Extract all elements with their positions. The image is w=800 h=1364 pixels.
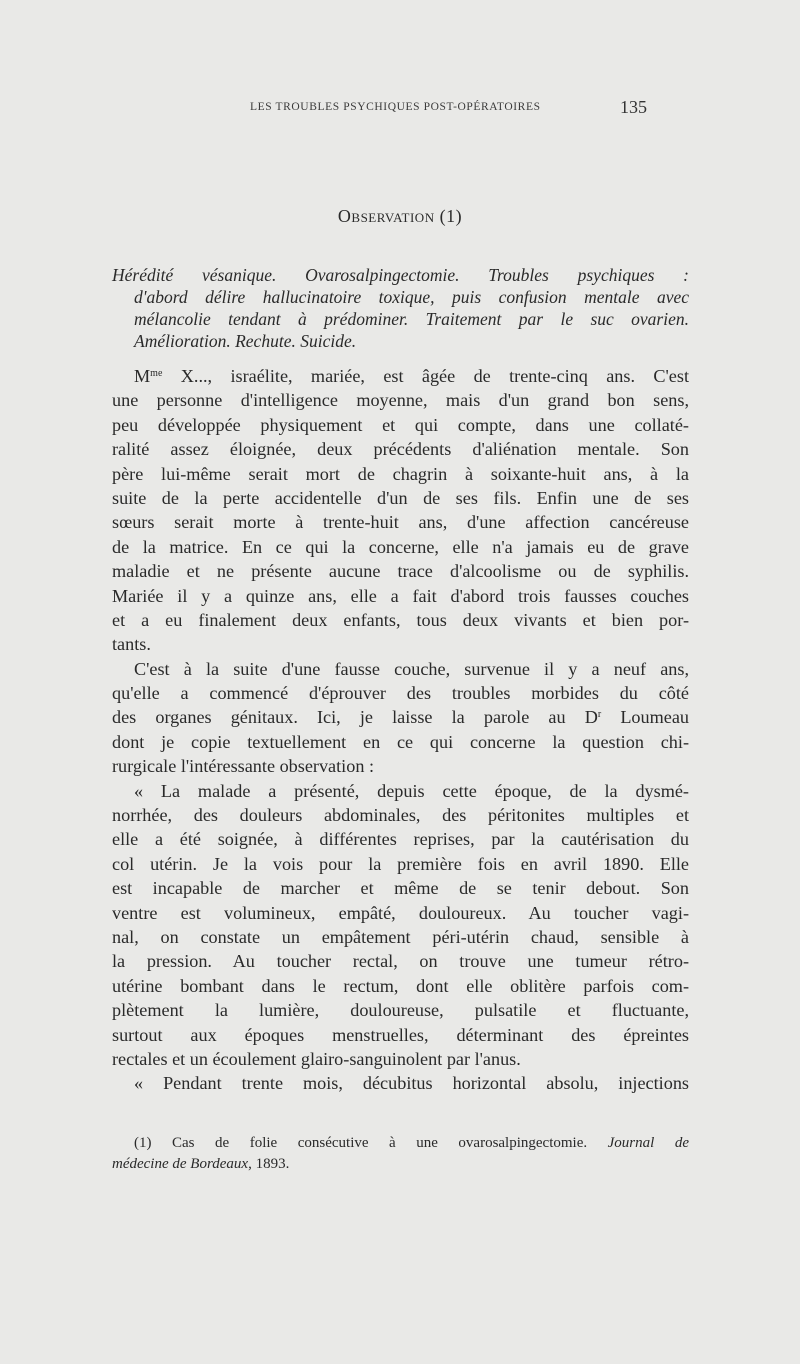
body-line: des organes génitaux. Ici, je laisse la parole au $D^r$ Loumeau [112,707,690,728]
body-line: père lui-même serait mort de chagrin à soixante-huit ans, à la [112,463,689,484]
page-number: 135 [620,97,647,117]
body-line: C'est à la suite d'une fausse couche, survenue il y a neuf ans, [134,658,689,679]
footnote-line: médecine de Bordeaux, 1893. [112,1156,290,1172]
body-line: norrhée, des douleurs abdominales, des péritonites multiples et [112,805,689,826]
body-line: plètement la lumière, douloureuse, pulsatile et fluctuante, [112,1000,689,1021]
body-line: ventre est volumineux, empâté, douloureux. Au toucher vagi- [112,902,689,923]
body-line: la pression. Au toucher rectal, on trouve une tumeur rétro- [112,951,689,972]
body-line: col utérin. Je la vois pour la première fois en avril 1890. Elle [112,853,689,874]
footnote-line: (1) Cas de folie consécutive à une ovarosalpingectomie. Journal de [134,1135,689,1151]
summary-line: Amélioration. Rechute. Suicide. [134,331,357,351]
body-line: ralité assez éloignée, deux précédents d'aliénation mentale. Son [112,439,689,460]
summary-line: mélancolie tendant à prédominer. Traitement par le suc ovarien. [134,309,689,329]
summary [112,264,689,352]
body-line: suite de la perte accidentelle d'un de ses fils. Enfin une de ses [112,487,689,508]
body-line: et a eu finalement deux enfants, tous deux vivants et bien por- [112,609,689,630]
body-line: peu développée physiquement et qui compte, dans une collaté- [112,414,689,435]
body-text [112,364,689,1096]
body-line: « Pendant trente mois, décubitus horizontal absolu, injections [134,1073,689,1094]
body-line: maladie et ne présente aucune trace d'alcoolisme ou de syphilis. [112,561,689,582]
body-line: rectales et un écoulement glairo-sanguinolent par l'anus. [112,1048,521,1069]
body-line: dont je copie textuellement en ce qui concerne la question chi- [112,731,689,752]
body-line: une personne d'intelligence moyenne, mais d'un grand bon sens, [112,390,689,411]
body-line: Mariée il y a quinze ans, elle a fait d'abord trois fausses couches [112,585,689,606]
body-line: rurgicale l'intéressante observation : [112,756,375,777]
section-title: Observation (1) [337,206,463,226]
body-line: utérine bombant dans le rectum, dont elle oblitère parfois com- [112,975,689,996]
body-line: « La malade a présenté, depuis cette époque, de la dysmé- [134,780,689,801]
body-line: de la matrice. En ce qui la concerne, elle n'a jamais eu de grave [112,536,689,557]
running-title: LES TROUBLES PSYCHIQUES POST-OPÉRATOIRES [250,101,541,113]
summary-line: d'abord délire hallucinatoire toxique, puis confusion mentale avec [134,287,689,307]
body-line: sœurs serait morte à trente-huit ans, d'une affection cancéreuse [112,512,689,533]
body-line: qu'elle a commencé d'éprouver des troubles morbides du côté [112,683,689,704]
footnote [112,1133,689,1175]
body-line: $M^{me}$ X..., israélite, mariée, est âgée de trente-cinq ans. C'est [134,366,690,386]
summary-line: Hérédité vésanique. Ovarosalpingectomie. Troubles psychiques : [112,265,689,285]
body-line: est incapable de marcher et même de se tenir debout. Son [112,878,689,899]
body-line: nal, on constate un empâtement péri-utérin chaud, sensible à [112,926,689,947]
body-line: elle a été soignée, à différentes reprises, par la cautérisation du [112,829,689,850]
body-line: surtout aux époques menstruelles, déterminant des épreintes [112,1024,689,1045]
body-line: tants. [112,634,151,655]
